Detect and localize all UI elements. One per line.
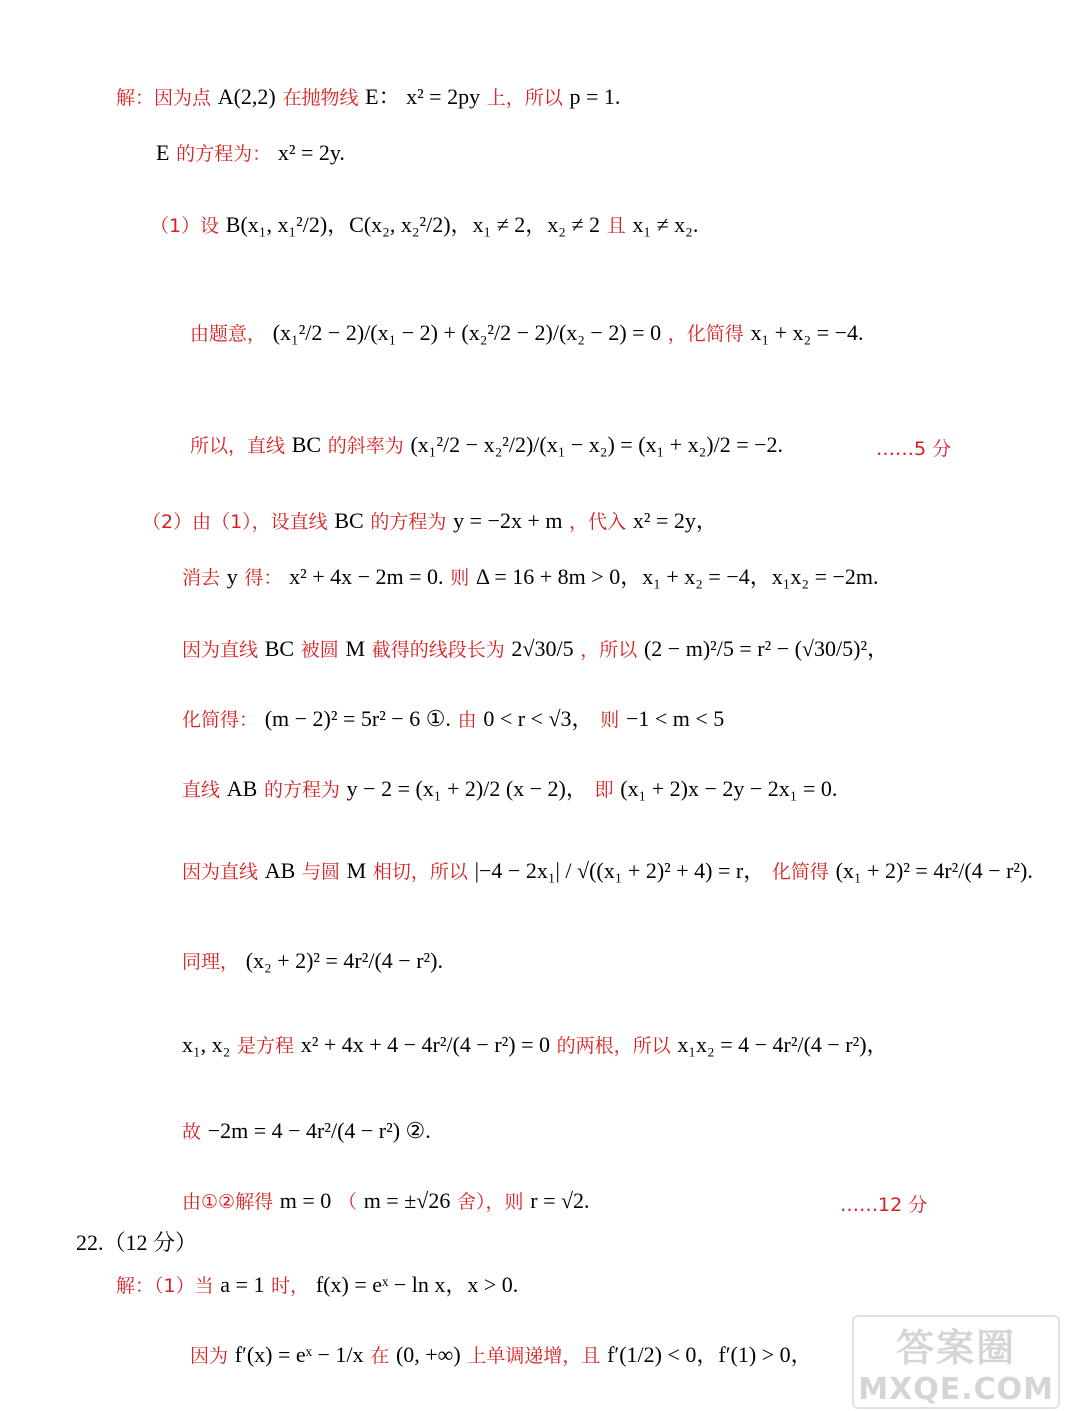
- math-text: f′(1/2) < 0，f′(1) > 0，: [607, 1342, 813, 1367]
- text-line: [182, 636, 889, 663]
- red-text: 消去: [182, 567, 221, 589]
- math-text: x₁ + x₂ = −4.: [750, 320, 864, 345]
- red-text: 是方程: [237, 1035, 295, 1057]
- red-text: 因为: [190, 1345, 229, 1367]
- math-text: (x₁ + 2)x − 2y − 2x₁ = 0.: [620, 776, 838, 801]
- red-text: 因为直线: [182, 861, 259, 883]
- red-text: 在抛物线: [282, 87, 359, 109]
- red-text: 截得的线段长为: [371, 639, 505, 661]
- red-text: 得：: [244, 567, 283, 589]
- red-text: 的方程为：: [176, 143, 272, 165]
- text-line: [182, 948, 443, 975]
- math-text: x² = 2y.: [277, 140, 345, 165]
- math-text: r = √2.: [530, 1188, 590, 1213]
- red-text: ，化简得: [667, 323, 744, 345]
- text-line: [182, 706, 724, 733]
- red-text: 的方程为: [263, 779, 340, 801]
- math-text: m = ±√26: [363, 1188, 451, 1213]
- math-text: |−4 − 2x₁| / √((x₁ + 2)² + 4) = r，: [474, 858, 766, 883]
- watermark: [852, 1315, 1060, 1409]
- math-text: y: [226, 564, 238, 589]
- red-text: （: [337, 1191, 357, 1213]
- text-line: [190, 432, 783, 459]
- math-text: BC: [334, 508, 364, 533]
- red-text: 且: [606, 215, 626, 237]
- red-text: 由题意，: [190, 323, 267, 345]
- math-text: BC: [264, 636, 295, 661]
- math-text: (0, +∞): [395, 1342, 461, 1367]
- math-text: f(x) = eˣ − ln x，x > 0.: [315, 1272, 519, 1297]
- math-text: (x₁ + 2)² = 4r²/(4 − r²).: [835, 858, 1033, 883]
- question-header: [76, 1230, 197, 1256]
- math-text: (2 − m)²/5 = r² − (√30/5)²，: [643, 636, 890, 661]
- math-text: x² + 4x − 2m = 0.: [289, 564, 444, 589]
- red-text: 即: [594, 779, 614, 801]
- math-text: BC: [291, 432, 322, 457]
- math-text: M: [346, 858, 367, 883]
- math-text: x₁ ≠ x₂.: [632, 212, 699, 237]
- math-text: M: [345, 636, 366, 661]
- red-text: 化简得: [771, 861, 829, 883]
- math-text: (x₂ + 2)² = 4r²/(4 − r²).: [245, 948, 443, 973]
- red-text: 的方程为: [370, 511, 447, 533]
- red-text: 时，: [271, 1275, 310, 1297]
- red-text: 上，所以: [486, 87, 563, 109]
- text-line: [116, 1272, 518, 1299]
- text-line: [142, 508, 718, 535]
- math-text: −2m = 4 − 4r²/(4 − r²) ②.: [207, 1118, 431, 1143]
- math-text: 2√30/5: [511, 636, 574, 661]
- red-text: （2）由（1），设直线: [142, 511, 328, 533]
- red-text: 解：（1）当: [116, 1275, 214, 1297]
- red-text: 相切，所以: [372, 861, 468, 883]
- red-text: 舍），则: [457, 1191, 524, 1213]
- math-text: x₁, x₂: [182, 1032, 231, 1057]
- math-text: E： x² = 2py: [365, 84, 481, 109]
- text-line: [156, 140, 345, 167]
- text-line: [150, 212, 698, 239]
- math-text: x² = 2y，: [632, 508, 718, 533]
- red-text: 则: [450, 567, 470, 589]
- red-text: ，代入: [569, 511, 627, 533]
- math-text: (m − 2)² = 5r² − 6 ①.: [264, 706, 451, 731]
- red-text: 故: [182, 1121, 202, 1143]
- red-text: 的斜率为: [327, 435, 404, 457]
- math-text: E: [156, 140, 170, 165]
- text-line: [182, 1188, 590, 1215]
- red-text: ，所以: [580, 639, 638, 661]
- red-text: 被圆: [300, 639, 339, 661]
- text-line: [116, 84, 620, 111]
- text-line: [182, 1032, 889, 1059]
- red-text: 上单调递增，且: [467, 1345, 601, 1367]
- red-text: 由: [457, 709, 477, 731]
- score-label: ……5 分: [876, 438, 952, 460]
- red-text: 解：因为点: [116, 87, 212, 109]
- math-text: AB: [264, 858, 296, 883]
- red-text: 的两根，所以: [556, 1035, 671, 1057]
- math-text: Δ = 16 + 8m > 0，x₁ + x₂ = −4，x₁x₂ = −2m.: [475, 564, 879, 589]
- red-text: 由①②解得: [182, 1191, 274, 1213]
- math-text: 0 < r < √3，: [483, 706, 594, 731]
- text-line: [182, 564, 879, 591]
- text-line: [190, 1342, 813, 1369]
- math-text: AB: [226, 776, 258, 801]
- math-text: A(2,2): [217, 84, 276, 109]
- red-text: 同理，: [182, 951, 240, 973]
- math-text: p = 1.: [569, 84, 621, 109]
- math-text: 22.（12 分）: [76, 1230, 198, 1255]
- watermark-text: 答案圈: [896, 1326, 1017, 1370]
- red-text: 因为直线: [182, 639, 259, 661]
- watermark-logo: [852, 1315, 1060, 1409]
- math-text: y − 2 = (x₁ + 2)/2 (x − 2)，: [346, 776, 588, 801]
- red-text: 直线: [182, 779, 221, 801]
- math-text: (x₁²/2 − x₂²/2)/(x₁ − x₂) = (x₁ + x₂)/2 = −2.: [410, 432, 784, 457]
- text-line: [182, 858, 1033, 885]
- math-text: B(x₁, x₁²/2)，C(x₂, x₂²/2)，x₁ ≠ 2，x₂ ≠ 2: [225, 212, 601, 237]
- text-line: [182, 1118, 431, 1145]
- math-text: x₁x₂ = 4 − 4r²/(4 − r²)，: [677, 1032, 889, 1057]
- math-text: (x₁²/2 − 2)/(x₁ − 2) + (x₂²/2 − 2)/(x₂ − 2) = 0: [272, 320, 662, 345]
- math-text: x² + 4x + 4 − 4r²/(4 − r²) = 0: [300, 1032, 550, 1057]
- math-text: m = 0: [279, 1188, 332, 1213]
- math-text: f′(x) = eˣ − 1/x: [234, 1342, 364, 1367]
- math-text: y = −2x + m: [453, 508, 563, 533]
- red-text: 在: [370, 1345, 390, 1367]
- text-line: [182, 776, 837, 803]
- watermark-url: MXQE.COM: [858, 1372, 1054, 1407]
- math-text: a = 1: [220, 1272, 265, 1297]
- red-text: 与圆: [301, 861, 340, 883]
- red-text: 则: [600, 709, 620, 731]
- red-text: （1）设: [150, 215, 220, 237]
- text-line: [190, 320, 864, 347]
- math-text: −1 < m < 5: [625, 706, 725, 731]
- score-label: ……12 分: [840, 1194, 928, 1216]
- red-text: 所以，直线: [190, 435, 286, 457]
- red-text: 化简得：: [182, 709, 259, 731]
